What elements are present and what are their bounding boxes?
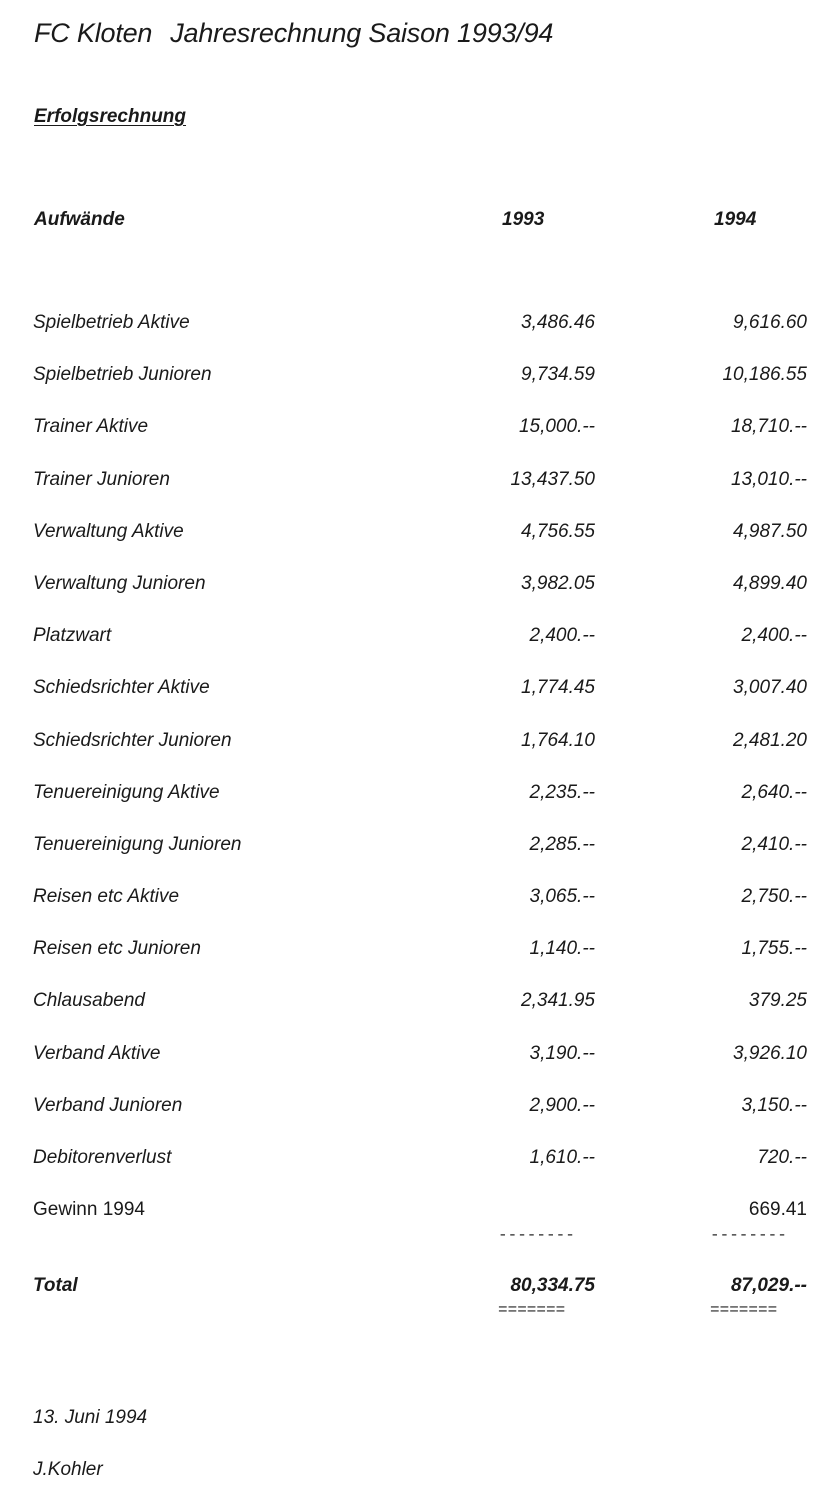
row-label: Chlausabend [33, 990, 145, 1012]
row-label: Trainer Aktive [33, 416, 149, 438]
report-title: Jahresrechnung Saison 1993/94 [170, 18, 554, 48]
signature: J.Kohler [33, 1459, 103, 1480]
value-1993: 9,734.59 [521, 364, 595, 386]
value-1993: 1,764.10 [521, 729, 595, 751]
table-row [0, 1193, 825, 1245]
value-1993: 4,756.55 [521, 520, 595, 542]
value-1993: 2,235.-- [529, 781, 595, 803]
value-1993: 1,774.45 [521, 677, 595, 699]
value-1993: 1,140.-- [529, 938, 595, 960]
total-1993: 80,334.75 [510, 1275, 595, 1296]
value-1994: 2,481.20 [733, 729, 807, 751]
row-label: Schiedsrichter Junioren [33, 729, 232, 751]
table-row [0, 619, 825, 671]
subtotal-rule-1993: -------- [498, 1226, 575, 1244]
value-1994: 2,410.-- [741, 833, 807, 855]
row-label: Gewinn 1994 [33, 1199, 145, 1221]
expense-table [0, 306, 825, 1245]
club-name: FC Kloten [34, 18, 153, 48]
row-label: Reisen etc Aktive [33, 886, 180, 908]
value-1994: 720.-- [757, 1147, 807, 1168]
section-heading: Erfolgsrechnung [34, 106, 187, 127]
row-label: Tenuereinigung Junioren [33, 833, 242, 855]
document-date: 13. Juni 1994 [33, 1407, 148, 1428]
column-header-1994: 1994 [714, 209, 757, 230]
table-row [0, 463, 825, 515]
value-1993: 2,400.-- [529, 625, 595, 647]
value-1993: 1,610.-- [529, 1147, 595, 1168]
value-1994: 10,186.55 [722, 364, 807, 386]
table-row [0, 567, 825, 619]
total-double-rule-1994: ======= [710, 1301, 778, 1319]
row-label: Spielbetrieb Aktive [33, 312, 190, 333]
value-1994: 379.25 [748, 990, 807, 1012]
table-row [0, 932, 825, 984]
value-1993: 2,900.-- [529, 1094, 595, 1116]
value-1994: 2,750.-- [741, 886, 807, 908]
value-1993: 13,437.50 [510, 468, 595, 490]
table-row [0, 1089, 825, 1141]
row-label: Reisen etc Junioren [33, 938, 201, 960]
table-row [0, 358, 825, 410]
value-1993: 15,000.-- [518, 416, 595, 438]
total-label: Total [33, 1275, 78, 1296]
table-row [0, 671, 825, 723]
value-1994: 669.41 [748, 1199, 807, 1221]
table-row [0, 515, 825, 567]
row-label: Tenuereinigung Aktive [33, 781, 220, 803]
table-row [0, 880, 825, 932]
value-1993: 3,190.-- [529, 1042, 595, 1064]
row-label: Verwaltung Junioren [33, 572, 206, 594]
table-row [0, 1141, 825, 1193]
row-label: Spielbetrieb Junioren [33, 364, 212, 386]
value-1994: 1,755.-- [741, 938, 807, 960]
value-1993: 3,982.05 [521, 572, 595, 594]
value-1994: 4,987.50 [733, 520, 807, 542]
row-label: Verwaltung Aktive [33, 520, 184, 542]
subtotal-rule-1994: -------- [710, 1226, 787, 1244]
value-1994: 9,616.60 [733, 312, 807, 333]
value-1993: 2,341.95 [521, 990, 595, 1012]
row-label: Verband Aktive [33, 1042, 161, 1064]
value-1994: 4,899.40 [733, 572, 807, 594]
table-row [0, 984, 825, 1036]
value-1993: 3,065.-- [529, 886, 595, 908]
total-double-rule-1993: ======= [498, 1301, 566, 1319]
row-label: Trainer Junioren [33, 468, 170, 490]
total-1994: 87,029.-- [730, 1275, 807, 1296]
value-1994: 2,640.-- [741, 781, 807, 803]
value-1994: 18,710.-- [730, 416, 807, 438]
table-row [0, 776, 825, 828]
row-label: Schiedsrichter Aktive [33, 677, 210, 699]
table-row [0, 828, 825, 880]
value-1994: 3,150.-- [741, 1094, 807, 1116]
value-1993: 3,486.46 [521, 312, 595, 333]
value-1994: 3,926.10 [733, 1042, 807, 1064]
value-1994: 2,400.-- [741, 625, 807, 647]
table-row [0, 410, 825, 462]
document-title [34, 18, 553, 49]
table-row [0, 306, 825, 358]
value-1994: 13,010.-- [730, 468, 807, 490]
row-label: Verband Junioren [33, 1094, 183, 1116]
column-header-label: Aufwände [34, 209, 125, 230]
value-1993: 2,285.-- [529, 833, 595, 855]
table-row [0, 1037, 825, 1089]
value-1994: 3,007.40 [733, 677, 807, 699]
table-row [0, 724, 825, 776]
row-label: Platzwart [33, 625, 112, 647]
column-header-1993: 1993 [502, 209, 545, 230]
row-label: Debitorenverlust [33, 1147, 172, 1168]
